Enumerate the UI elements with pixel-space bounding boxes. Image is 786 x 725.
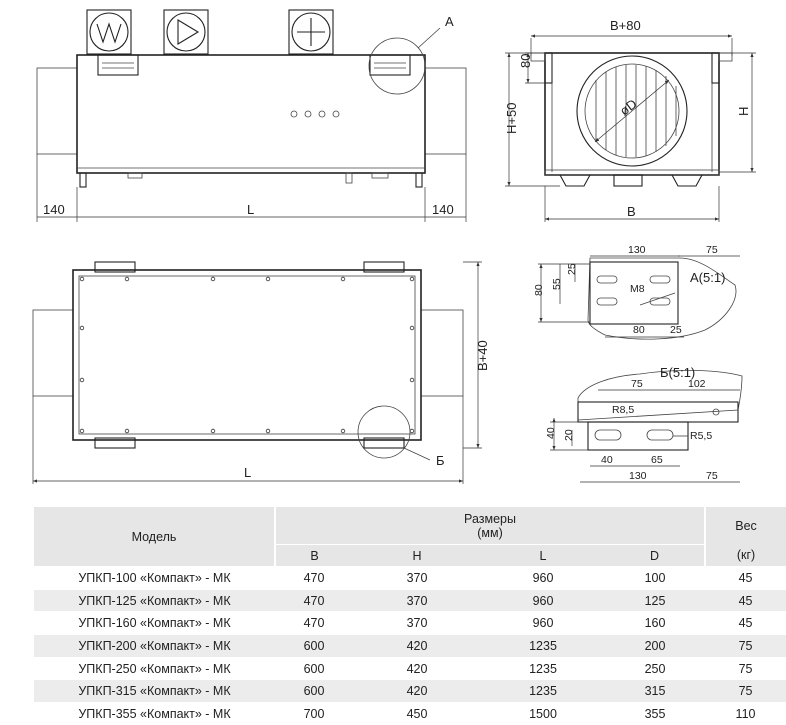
det-b-20-label: 20	[563, 429, 575, 441]
det-a-title: А(5:1)	[690, 270, 726, 285]
unit-body	[77, 55, 425, 173]
foot-right	[416, 173, 422, 187]
table-row	[34, 703, 786, 725]
cell-l: 1235	[481, 657, 605, 680]
weight-header: Вес	[705, 507, 786, 545]
cell-h: 420	[353, 680, 481, 703]
front-view	[37, 10, 466, 222]
sizes-header	[275, 507, 705, 545]
cell-l: 960	[481, 567, 605, 590]
det-b-65-label: 65	[651, 454, 663, 466]
det-b-r55-label: R5,5	[690, 430, 713, 442]
col-h-header: H	[353, 545, 481, 567]
det-a-80b-label: 80	[633, 324, 645, 336]
cell-model: УПКП-160 «Компакт» - МК	[34, 612, 275, 635]
det-a-25b-label: 25	[670, 324, 682, 336]
cell-model: УПКП-250 «Компакт» - МК	[34, 657, 275, 680]
det-a-75-label: 75	[706, 244, 718, 256]
cell-b: 600	[275, 680, 353, 703]
cell-d: 160	[605, 612, 705, 635]
table-row	[34, 635, 786, 658]
detail-b	[545, 365, 742, 482]
sizes-header-line2: (мм)	[477, 525, 503, 540]
cell-b: 700	[275, 703, 353, 725]
model-header: Модель	[34, 507, 275, 567]
detail-a	[533, 244, 740, 339]
dim-h50-label: H+50	[504, 102, 519, 134]
cell-model: УПКП-125 «Компакт» - МК	[34, 589, 275, 612]
table-row	[34, 589, 786, 612]
det-b-40-label: 40	[545, 427, 557, 439]
foot-left	[80, 173, 86, 187]
cell-b: 470	[275, 567, 353, 590]
len-left-label: 140	[43, 202, 65, 217]
cell-d: 200	[605, 635, 705, 658]
cell-h: 420	[353, 657, 481, 680]
top-left-duct	[33, 310, 73, 396]
det-a-80-label: 80	[533, 284, 545, 296]
cell-d: 100	[605, 567, 705, 590]
cell-l: 960	[481, 612, 605, 635]
specifications-table	[34, 507, 786, 725]
cell-b: 470	[275, 612, 353, 635]
plus-icon	[289, 10, 333, 54]
cell-weight: 75	[705, 657, 786, 680]
cell-h: 370	[353, 612, 481, 635]
cell-weight: 110	[705, 703, 786, 725]
cell-d: 355	[605, 703, 705, 725]
cell-model: УПКП-315 «Компакт» - МК	[34, 680, 275, 703]
cell-d: 250	[605, 657, 705, 680]
det-b-130-label: 130	[629, 470, 647, 482]
det-b-75b-label: 75	[706, 470, 718, 482]
det-a-55-label: 55	[551, 278, 563, 290]
cell-weight: 75	[705, 635, 786, 658]
det-b-r85-label: R8,5	[612, 404, 635, 416]
len-main-label: L	[247, 202, 255, 217]
cell-d: 315	[605, 680, 705, 703]
cell-model: УПКП-200 «Компакт» - МК	[34, 635, 275, 658]
right-duct	[425, 68, 466, 154]
motor-icon	[87, 10, 131, 54]
col-d-header: D	[605, 545, 705, 567]
col-l-header: L	[481, 545, 605, 567]
dim-l-bottom-label: L	[244, 465, 252, 480]
cell-l: 1235	[481, 680, 605, 703]
table-row	[34, 680, 786, 703]
table-row	[34, 567, 786, 590]
left-duct	[37, 68, 77, 154]
len-right-label: 140	[432, 202, 454, 217]
cell-b: 600	[275, 635, 353, 658]
det-a-25-label: 25	[566, 263, 578, 275]
cell-l: 1500	[481, 703, 605, 725]
det-b-40b-label: 40	[601, 454, 613, 466]
cell-b: 600	[275, 657, 353, 680]
cell-weight: 45	[705, 612, 786, 635]
cell-h: 420	[353, 635, 481, 658]
det-a-130-label: 130	[628, 244, 646, 256]
dim-b40-label: B+40	[475, 340, 490, 371]
table-row	[34, 657, 786, 680]
dim-h-label: H	[736, 106, 751, 116]
cell-h: 370	[353, 589, 481, 612]
callout-b-label: Б	[436, 453, 445, 468]
dim-b-label: B	[627, 204, 636, 219]
cell-d: 125	[605, 589, 705, 612]
det-a-m8-label: M8	[630, 283, 645, 295]
dim-b80-label: B+80	[610, 18, 641, 33]
side-view	[504, 18, 756, 222]
det-b-title: Б(5:1)	[660, 365, 696, 380]
dim-d-label: øD	[616, 95, 640, 119]
col-b-header: B	[275, 545, 353, 567]
dim-80-label: 80	[518, 53, 533, 68]
cell-model: УПКП-355 «Компакт» - МК	[34, 703, 275, 725]
cell-weight: 45	[705, 567, 786, 590]
cell-b: 470	[275, 589, 353, 612]
top-body	[73, 270, 421, 440]
side-body	[545, 53, 719, 175]
det-b-75-label: 75	[631, 378, 643, 390]
cell-weight: 75	[705, 680, 786, 703]
cell-l: 1235	[481, 635, 605, 658]
cell-h: 450	[353, 703, 481, 725]
callout-a-label: А	[445, 14, 454, 29]
cell-h: 370	[353, 567, 481, 590]
top-view	[33, 262, 490, 484]
weight-unit-header: (кг)	[705, 545, 786, 567]
play-icon	[164, 10, 208, 54]
cell-l: 960	[481, 589, 605, 612]
cell-model: УПКП-100 «Компакт» - МК	[34, 567, 275, 590]
cell-weight: 45	[705, 589, 786, 612]
sizes-header-line1: Размеры	[464, 511, 516, 526]
det-b-102-label: 102	[688, 378, 706, 390]
top-right-duct	[421, 310, 463, 396]
table-row	[34, 612, 786, 635]
